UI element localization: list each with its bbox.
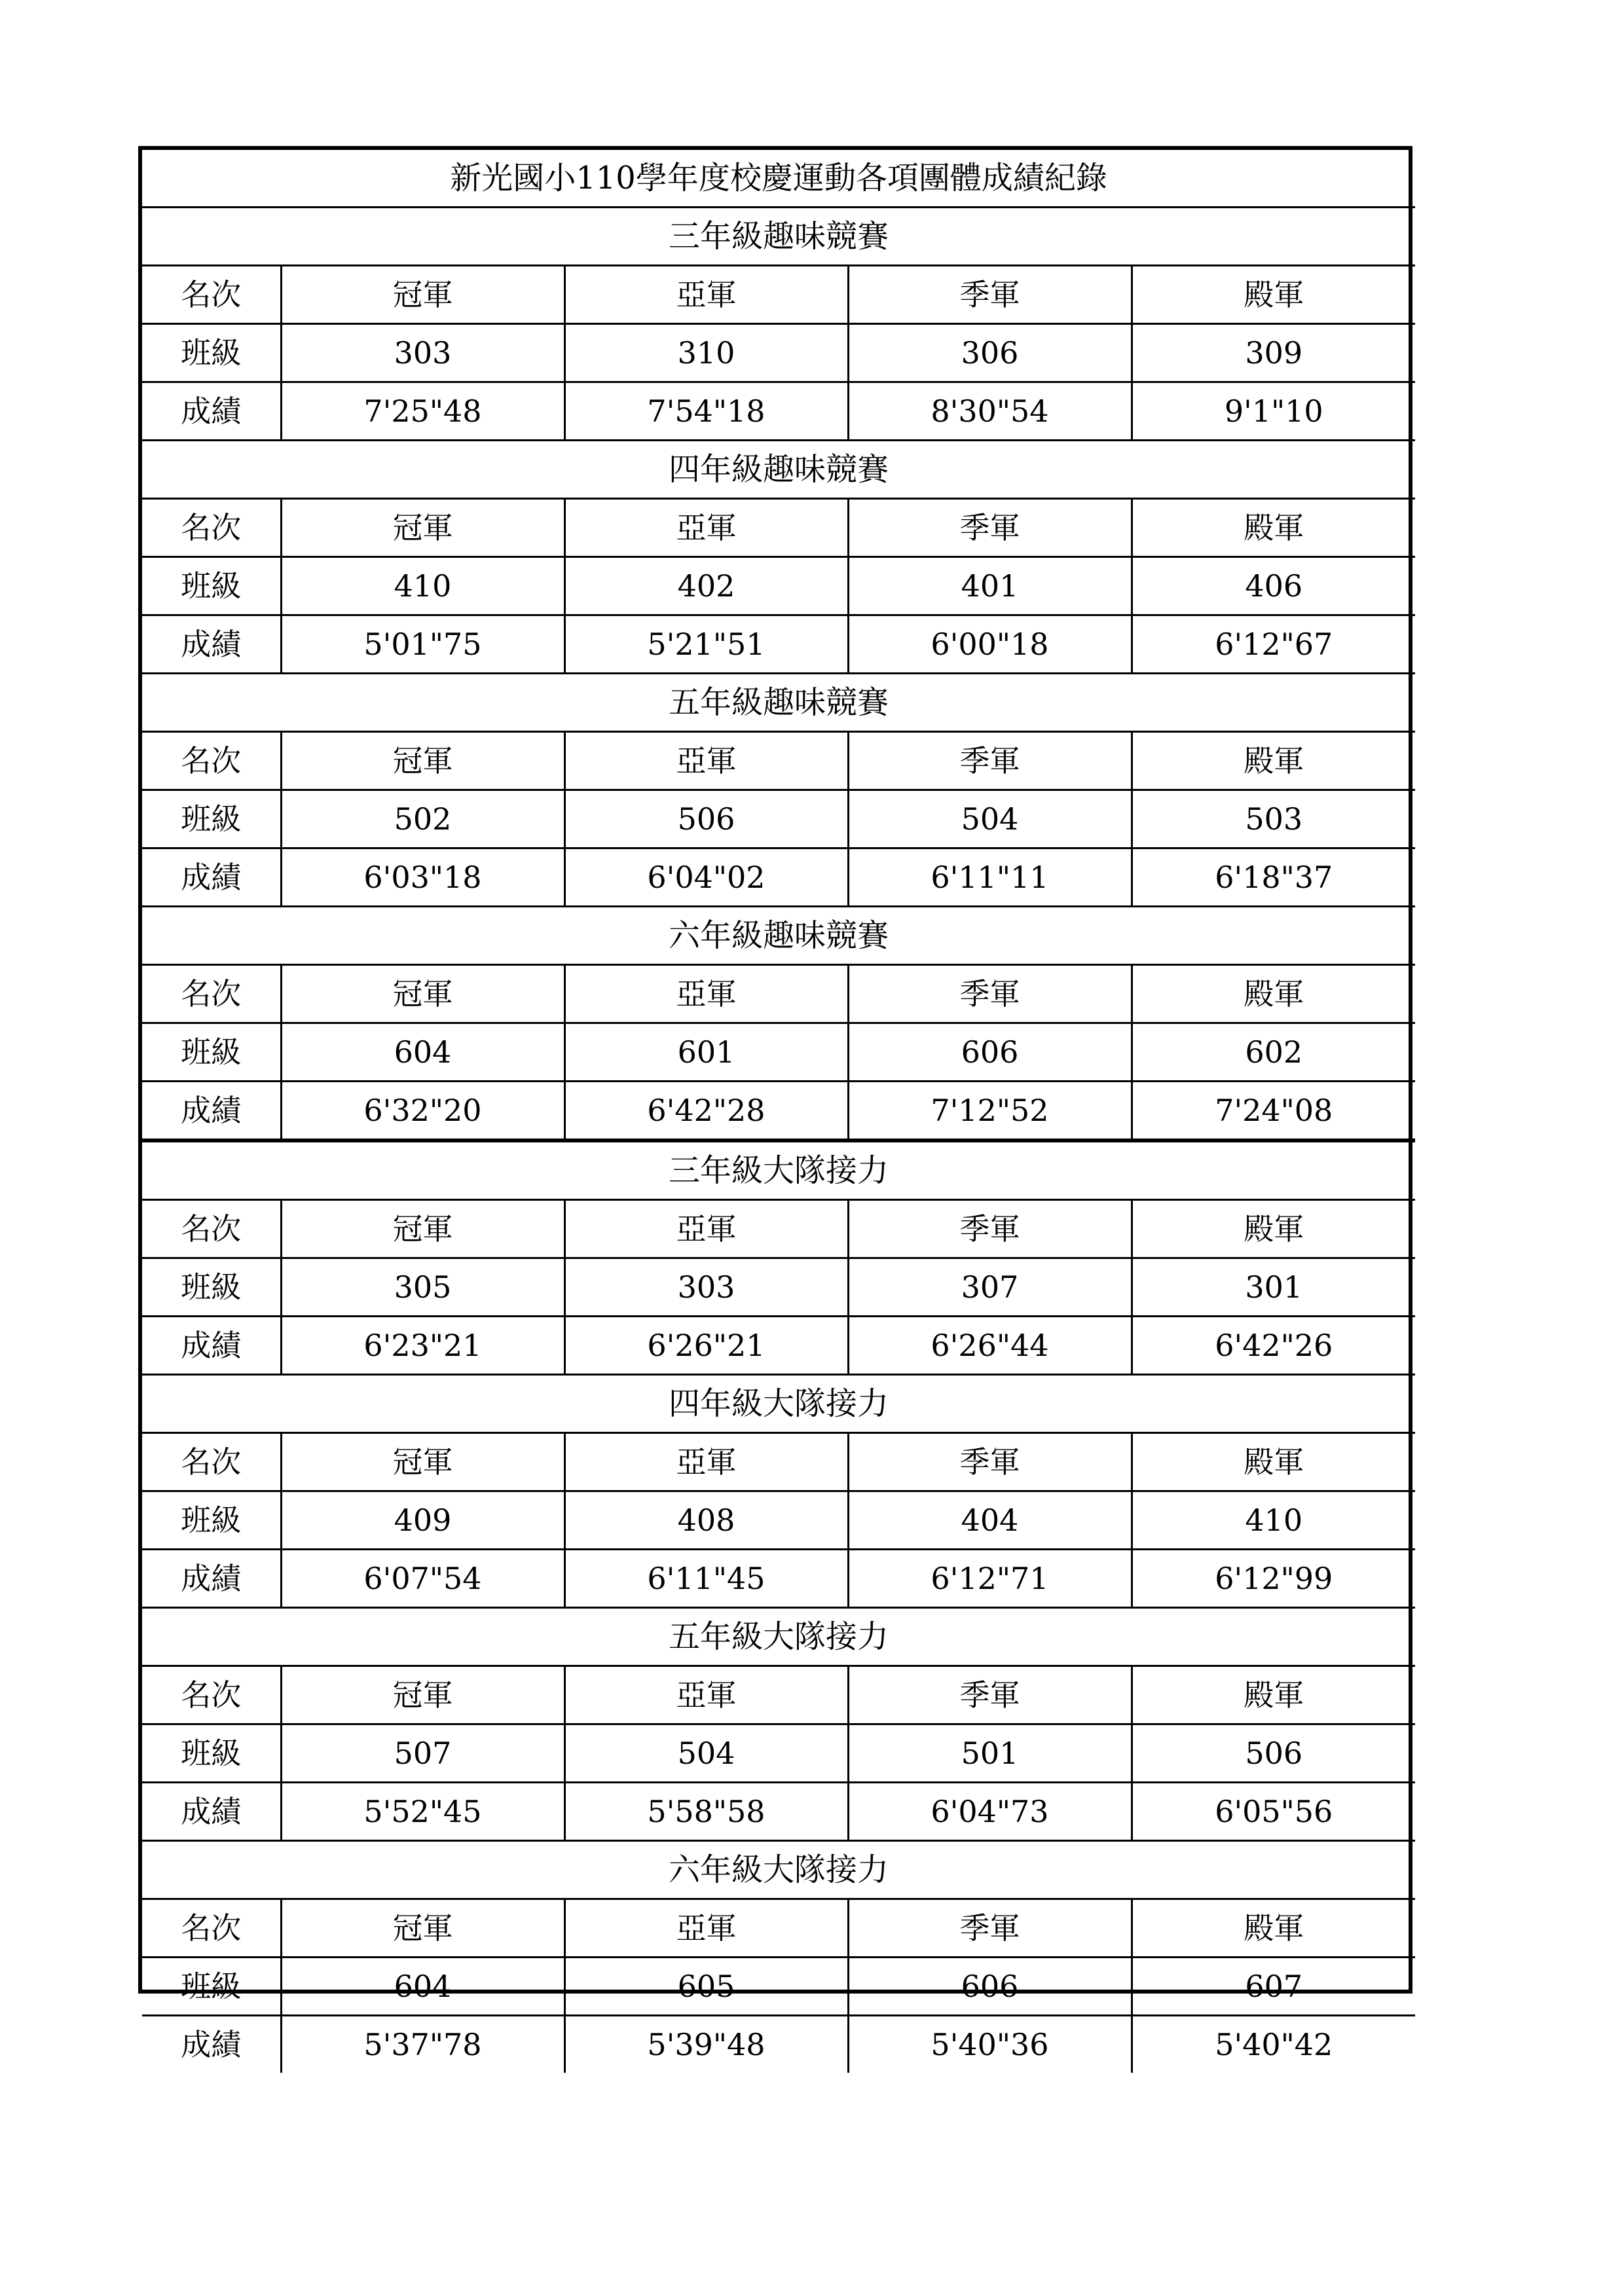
rank-cell: 殿軍 bbox=[1132, 1433, 1415, 1491]
results-sheet bbox=[138, 146, 1412, 2062]
rank-label: 名次 bbox=[142, 499, 281, 557]
rank-cell: 亞軍 bbox=[564, 1433, 848, 1491]
rank-label: 名次 bbox=[142, 1200, 281, 1258]
rank-row bbox=[142, 499, 1415, 557]
section-heading-row bbox=[142, 1608, 1415, 1666]
class-cell: 502 bbox=[281, 790, 564, 848]
rank-label: 名次 bbox=[142, 732, 281, 790]
section-heading-row bbox=[142, 1140, 1415, 1200]
class-cell: 605 bbox=[564, 1958, 848, 2016]
rank-row bbox=[142, 266, 1415, 324]
score-cell: 5'01"75 bbox=[281, 615, 564, 674]
class-label: 班級 bbox=[142, 557, 281, 615]
rank-cell: 亞軍 bbox=[564, 1200, 848, 1258]
rank-cell: 亞軍 bbox=[564, 732, 848, 790]
rank-cell: 殿軍 bbox=[1132, 1200, 1415, 1258]
score-row bbox=[142, 1317, 1415, 1375]
rank-cell: 亞軍 bbox=[564, 1666, 848, 1724]
score-cell: 7'25"48 bbox=[281, 382, 564, 441]
rank-label: 名次 bbox=[142, 266, 281, 324]
rank-cell: 冠軍 bbox=[281, 1899, 564, 1958]
rank-cell: 季軍 bbox=[848, 499, 1132, 557]
score-row bbox=[142, 848, 1415, 907]
rank-cell: 亞軍 bbox=[564, 965, 848, 1023]
score-row bbox=[142, 2016, 1415, 2073]
class-cell: 604 bbox=[281, 1023, 564, 1082]
score-row bbox=[142, 382, 1415, 441]
rank-cell: 殿軍 bbox=[1132, 732, 1415, 790]
score-cell: 7'24"08 bbox=[1132, 1082, 1415, 1141]
score-row bbox=[142, 615, 1415, 674]
class-cell: 410 bbox=[281, 557, 564, 615]
rank-cell: 殿軍 bbox=[1132, 965, 1415, 1023]
rank-cell: 冠軍 bbox=[281, 732, 564, 790]
section-heading: 六年級趣味競賽 bbox=[142, 907, 1415, 965]
section-heading-row bbox=[142, 1841, 1415, 1899]
class-cell: 307 bbox=[848, 1258, 1132, 1317]
class-label: 班級 bbox=[142, 1258, 281, 1317]
class-row bbox=[142, 324, 1415, 382]
score-cell: 6'04"73 bbox=[848, 1783, 1132, 1841]
class-cell: 606 bbox=[848, 1023, 1132, 1082]
rank-cell: 亞軍 bbox=[564, 499, 848, 557]
class-row bbox=[142, 1724, 1415, 1783]
score-cell: 6'11"45 bbox=[564, 1550, 848, 1608]
class-label: 班級 bbox=[142, 324, 281, 382]
rank-cell: 季軍 bbox=[848, 1899, 1132, 1958]
section-heading-row bbox=[142, 208, 1415, 266]
rank-cell: 冠軍 bbox=[281, 1666, 564, 1724]
class-cell: 504 bbox=[848, 790, 1132, 848]
rank-label: 名次 bbox=[142, 965, 281, 1023]
class-row bbox=[142, 557, 1415, 615]
score-cell: 6'11"11 bbox=[848, 848, 1132, 907]
score-cell: 6'03"18 bbox=[281, 848, 564, 907]
score-label: 成績 bbox=[142, 848, 281, 907]
rank-cell: 季軍 bbox=[848, 266, 1132, 324]
class-cell: 301 bbox=[1132, 1258, 1415, 1317]
class-cell: 310 bbox=[564, 324, 848, 382]
class-cell: 409 bbox=[281, 1491, 564, 1550]
class-cell: 410 bbox=[1132, 1491, 1415, 1550]
section-heading: 四年級趣味競賽 bbox=[142, 441, 1415, 499]
document-title-row bbox=[142, 150, 1415, 208]
rank-cell: 季軍 bbox=[848, 965, 1132, 1023]
class-cell: 309 bbox=[1132, 324, 1415, 382]
score-cell: 6'04"02 bbox=[564, 848, 848, 907]
score-label: 成績 bbox=[142, 1317, 281, 1375]
class-cell: 602 bbox=[1132, 1023, 1415, 1082]
rank-cell: 冠軍 bbox=[281, 1433, 564, 1491]
rank-cell: 季軍 bbox=[848, 1200, 1132, 1258]
score-cell: 6'23"21 bbox=[281, 1317, 564, 1375]
class-cell: 503 bbox=[1132, 790, 1415, 848]
rank-cell: 冠軍 bbox=[281, 266, 564, 324]
class-cell: 606 bbox=[848, 1958, 1132, 2016]
score-cell: 9'1"10 bbox=[1132, 382, 1415, 441]
rank-label: 名次 bbox=[142, 1666, 281, 1724]
class-cell: 406 bbox=[1132, 557, 1415, 615]
score-cell: 8'30"54 bbox=[848, 382, 1132, 441]
score-cell: 5'52"45 bbox=[281, 1783, 564, 1841]
score-row bbox=[142, 1783, 1415, 1841]
score-cell: 6'07"54 bbox=[281, 1550, 564, 1608]
class-label: 班級 bbox=[142, 1491, 281, 1550]
score-cell: 6'12"67 bbox=[1132, 615, 1415, 674]
rank-row bbox=[142, 1200, 1415, 1258]
rank-cell: 亞軍 bbox=[564, 1899, 848, 1958]
rank-cell: 殿軍 bbox=[1132, 1899, 1415, 1958]
score-row bbox=[142, 1550, 1415, 1608]
class-label: 班級 bbox=[142, 1958, 281, 2016]
score-label: 成績 bbox=[142, 1783, 281, 1841]
rank-row bbox=[142, 732, 1415, 790]
score-cell: 6'42"26 bbox=[1132, 1317, 1415, 1375]
score-cell: 6'26"44 bbox=[848, 1317, 1132, 1375]
score-cell: 6'18"37 bbox=[1132, 848, 1415, 907]
class-cell: 506 bbox=[564, 790, 848, 848]
class-label: 班級 bbox=[142, 1023, 281, 1082]
class-cell: 506 bbox=[1132, 1724, 1415, 1783]
score-cell: 5'37"78 bbox=[281, 2016, 564, 2073]
section-heading-row bbox=[142, 1375, 1415, 1433]
section-heading: 三年級大隊接力 bbox=[142, 1140, 1415, 1200]
rank-row bbox=[142, 1666, 1415, 1724]
class-cell: 303 bbox=[564, 1258, 848, 1317]
section-heading-row bbox=[142, 441, 1415, 499]
score-cell: 6'12"99 bbox=[1132, 1550, 1415, 1608]
class-cell: 404 bbox=[848, 1491, 1132, 1550]
score-cell: 7'54"18 bbox=[564, 382, 848, 441]
rank-cell: 冠軍 bbox=[281, 499, 564, 557]
section-heading: 三年級趣味競賽 bbox=[142, 208, 1415, 266]
section-heading-row bbox=[142, 674, 1415, 732]
results-table bbox=[142, 150, 1415, 2073]
class-cell: 408 bbox=[564, 1491, 848, 1550]
class-cell: 401 bbox=[848, 557, 1132, 615]
section-heading: 五年級趣味競賽 bbox=[142, 674, 1415, 732]
class-cell: 601 bbox=[564, 1023, 848, 1082]
score-label: 成績 bbox=[142, 2016, 281, 2073]
class-label: 班級 bbox=[142, 790, 281, 848]
section-heading: 六年級大隊接力 bbox=[142, 1841, 1415, 1899]
rank-label: 名次 bbox=[142, 1433, 281, 1491]
class-cell: 507 bbox=[281, 1724, 564, 1783]
score-cell: 6'05"56 bbox=[1132, 1783, 1415, 1841]
class-row bbox=[142, 1258, 1415, 1317]
score-label: 成績 bbox=[142, 382, 281, 441]
score-cell: 6'26"21 bbox=[564, 1317, 848, 1375]
score-label: 成績 bbox=[142, 615, 281, 674]
score-cell: 5'40"36 bbox=[848, 2016, 1132, 2073]
class-cell: 604 bbox=[281, 1958, 564, 2016]
rank-label: 名次 bbox=[142, 1899, 281, 1958]
rank-cell: 殿軍 bbox=[1132, 499, 1415, 557]
score-cell: 5'39"48 bbox=[564, 2016, 848, 2073]
rank-row bbox=[142, 1433, 1415, 1491]
section-heading: 五年級大隊接力 bbox=[142, 1608, 1415, 1666]
score-cell: 5'40"42 bbox=[1132, 2016, 1415, 2073]
class-label: 班級 bbox=[142, 1724, 281, 1783]
rank-cell: 季軍 bbox=[848, 1433, 1132, 1491]
rank-cell: 殿軍 bbox=[1132, 266, 1415, 324]
class-row bbox=[142, 1491, 1415, 1550]
document-title: 新光國小110學年度校慶運動各項團體成績紀錄 bbox=[142, 150, 1415, 208]
rank-cell: 亞軍 bbox=[564, 266, 848, 324]
rank-cell: 冠軍 bbox=[281, 1200, 564, 1258]
class-cell: 501 bbox=[848, 1724, 1132, 1783]
class-cell: 306 bbox=[848, 324, 1132, 382]
class-cell: 303 bbox=[281, 324, 564, 382]
rank-row bbox=[142, 965, 1415, 1023]
rank-cell: 冠軍 bbox=[281, 965, 564, 1023]
score-cell: 6'32"20 bbox=[281, 1082, 564, 1141]
score-cell: 5'58"58 bbox=[564, 1783, 848, 1841]
score-cell: 5'21"51 bbox=[564, 615, 848, 674]
class-row bbox=[142, 1958, 1415, 2016]
score-label: 成績 bbox=[142, 1550, 281, 1608]
class-cell: 504 bbox=[564, 1724, 848, 1783]
score-cell: 6'12"71 bbox=[848, 1550, 1132, 1608]
section-heading: 四年級大隊接力 bbox=[142, 1375, 1415, 1433]
class-cell: 402 bbox=[564, 557, 848, 615]
class-row bbox=[142, 790, 1415, 848]
rank-row bbox=[142, 1899, 1415, 1958]
class-cell: 305 bbox=[281, 1258, 564, 1317]
score-cell: 7'12"52 bbox=[848, 1082, 1132, 1141]
class-cell: 607 bbox=[1132, 1958, 1415, 2016]
rank-cell: 殿軍 bbox=[1132, 1666, 1415, 1724]
rank-cell: 季軍 bbox=[848, 1666, 1132, 1724]
section-heading-row bbox=[142, 907, 1415, 965]
class-row bbox=[142, 1023, 1415, 1082]
score-cell: 6'42"28 bbox=[564, 1082, 848, 1141]
score-cell: 6'00"18 bbox=[848, 615, 1132, 674]
score-row bbox=[142, 1082, 1415, 1141]
score-label: 成績 bbox=[142, 1082, 281, 1141]
rank-cell: 季軍 bbox=[848, 732, 1132, 790]
